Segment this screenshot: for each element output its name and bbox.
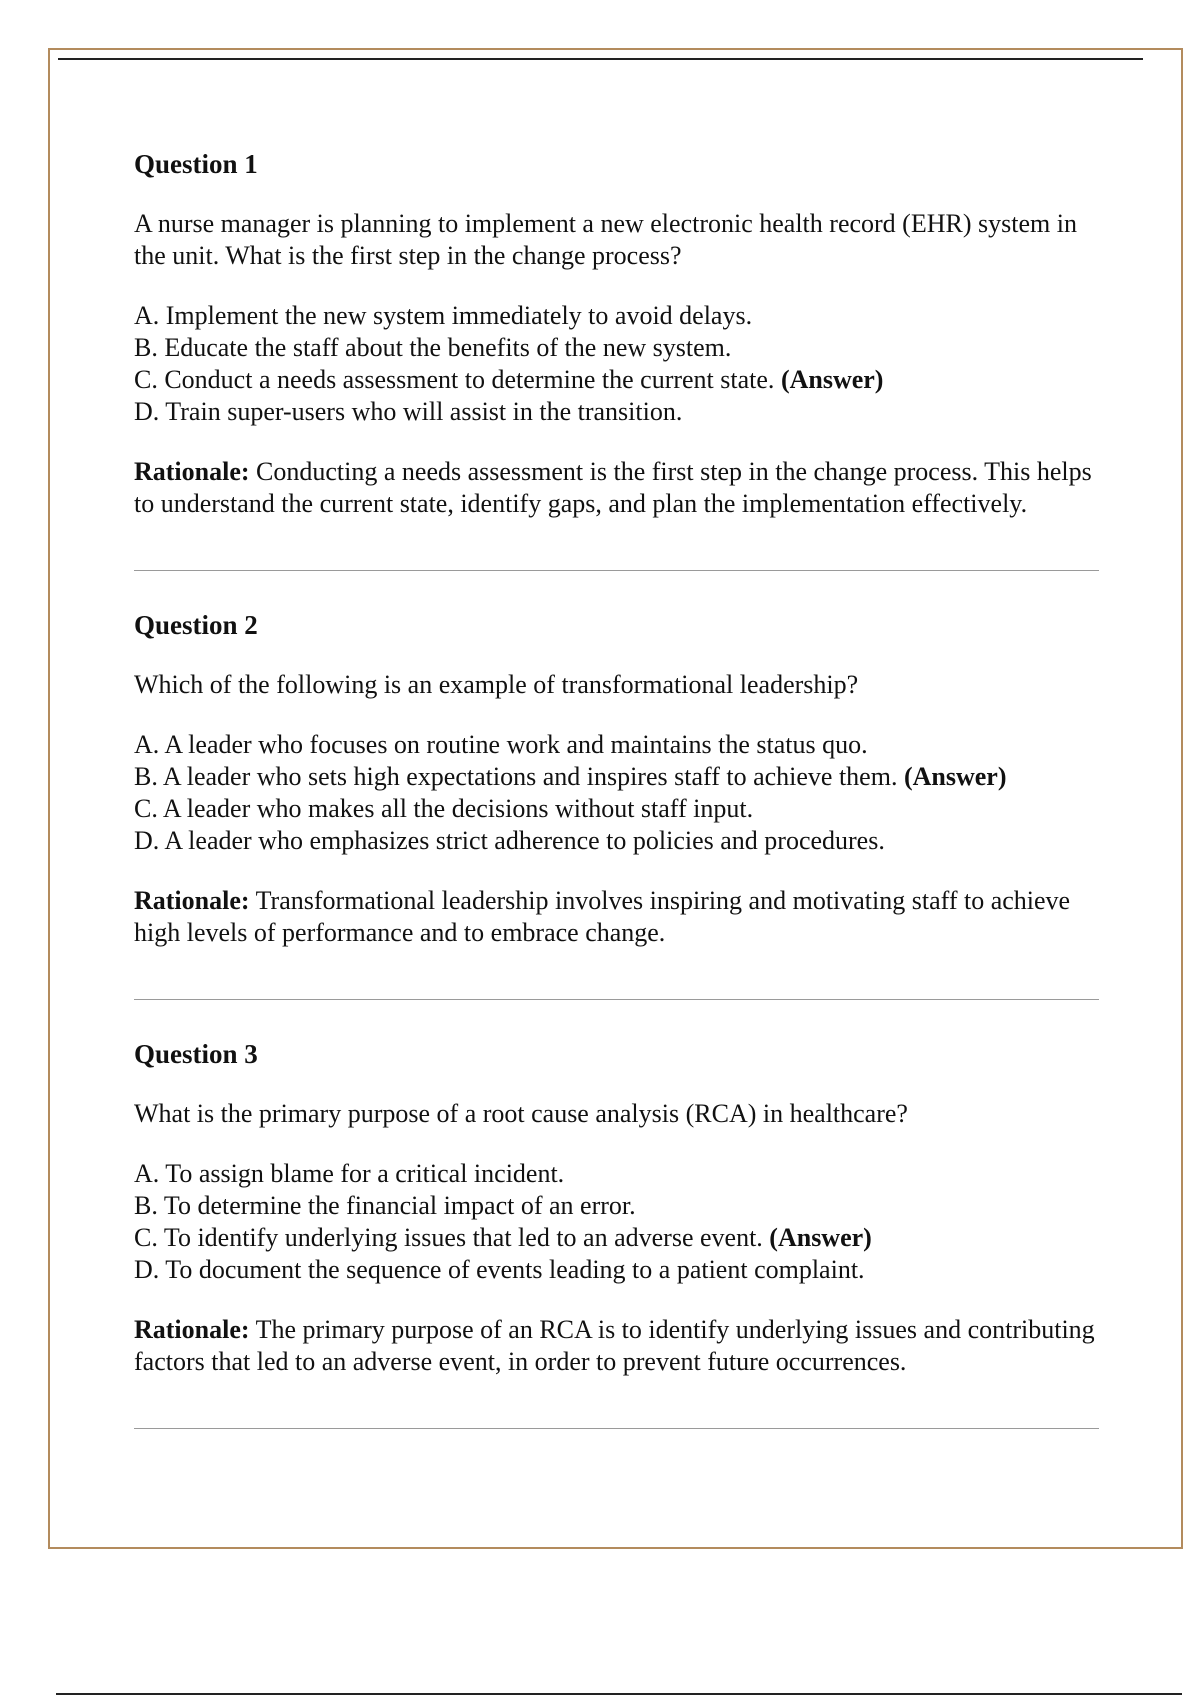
- rationale-label: Rationale:: [134, 886, 250, 915]
- answer-tag: (Answer): [780, 365, 884, 394]
- option-list: [134, 300, 1099, 428]
- question-text: Which of the following is an example of transformational leadership?: [134, 670, 859, 699]
- option-a: [134, 729, 1099, 761]
- option-d: [134, 396, 1099, 428]
- option-text: C. A leader who makes all the decisions without staff input.: [134, 794, 754, 823]
- question-block-1: [134, 148, 1099, 520]
- top-rule: [58, 58, 1143, 60]
- question-block-2: [134, 609, 1099, 949]
- section-divider: [134, 570, 1099, 571]
- option-text: D. To document the sequence of events leading to a patient complaint.: [134, 1255, 865, 1284]
- option-a: [134, 300, 1099, 332]
- option-b: [134, 332, 1099, 364]
- option-a: [134, 1158, 1099, 1190]
- option-text: C. To identify underlying issues that led to an adverse event.: [134, 1223, 770, 1252]
- option-c: [134, 1222, 1099, 1254]
- rationale: [134, 456, 1099, 520]
- question-title: Question 3: [134, 1039, 258, 1069]
- option-text: D. Train super-users who will assist in the transition.: [134, 397, 683, 426]
- option-text: A. To assign blame for a critical incident.: [134, 1159, 565, 1188]
- answer-tag: (Answer): [903, 762, 1007, 791]
- page-frame: [48, 48, 1183, 1549]
- option-d: [134, 1254, 1099, 1286]
- question-title: Question 2: [134, 610, 258, 640]
- option-c: [134, 364, 1099, 396]
- document-content: [134, 148, 1099, 1467]
- rationale: [134, 885, 1099, 949]
- question-title: Question 1: [134, 149, 258, 179]
- option-list: [134, 729, 1099, 857]
- question-text: What is the primary purpose of a root cause analysis (RCA) in healthcare?: [134, 1099, 908, 1128]
- rationale-text: Transformational leadership involves inspiring and motivating staff to achieve high levels of performance and to embrace change.: [134, 886, 1071, 947]
- bottom-rule: [56, 1693, 1182, 1695]
- option-b: [134, 761, 1099, 793]
- question-block-3: [134, 1038, 1099, 1378]
- question-text: A nurse manager is planning to implement a new electronic health record (EHR) system in the unit. What is the first step in the change process?: [134, 209, 1077, 270]
- option-text: A. A leader who focuses on routine work and maintains the status quo.: [134, 730, 868, 759]
- rationale-label: Rationale:: [134, 457, 250, 486]
- option-list: [134, 1158, 1099, 1286]
- option-text: D. A leader who emphasizes strict adherence to policies and procedures.: [134, 826, 885, 855]
- section-divider: [134, 1428, 1099, 1429]
- rationale: [134, 1314, 1099, 1378]
- section-divider: [134, 999, 1099, 1000]
- option-text: B. To determine the financial impact of an error.: [134, 1191, 636, 1220]
- answer-tag: (Answer): [769, 1223, 872, 1252]
- option-text: C. Conduct a needs assessment to determine the current state.: [134, 365, 781, 394]
- rationale-text: Conducting a needs assessment is the first step in the change process. This helps to understand the current state, identify gaps, and plan the implementation effectively.: [134, 457, 1092, 518]
- option-b: [134, 1190, 1099, 1222]
- option-c: [134, 793, 1099, 825]
- option-text: A. Implement the new system immediately to avoid delays.: [134, 301, 753, 330]
- rationale-label: Rationale:: [134, 1315, 250, 1344]
- option-d: [134, 825, 1099, 857]
- option-text: B. Educate the staff about the benefits of the new system.: [134, 333, 732, 362]
- option-text: B. A leader who sets high expectations and inspires staff to achieve them.: [134, 762, 904, 791]
- rationale-text: The primary purpose of an RCA is to identify underlying issues and contributing factors that led to an adverse event, in order to prevent future occurrences.: [134, 1315, 1095, 1376]
